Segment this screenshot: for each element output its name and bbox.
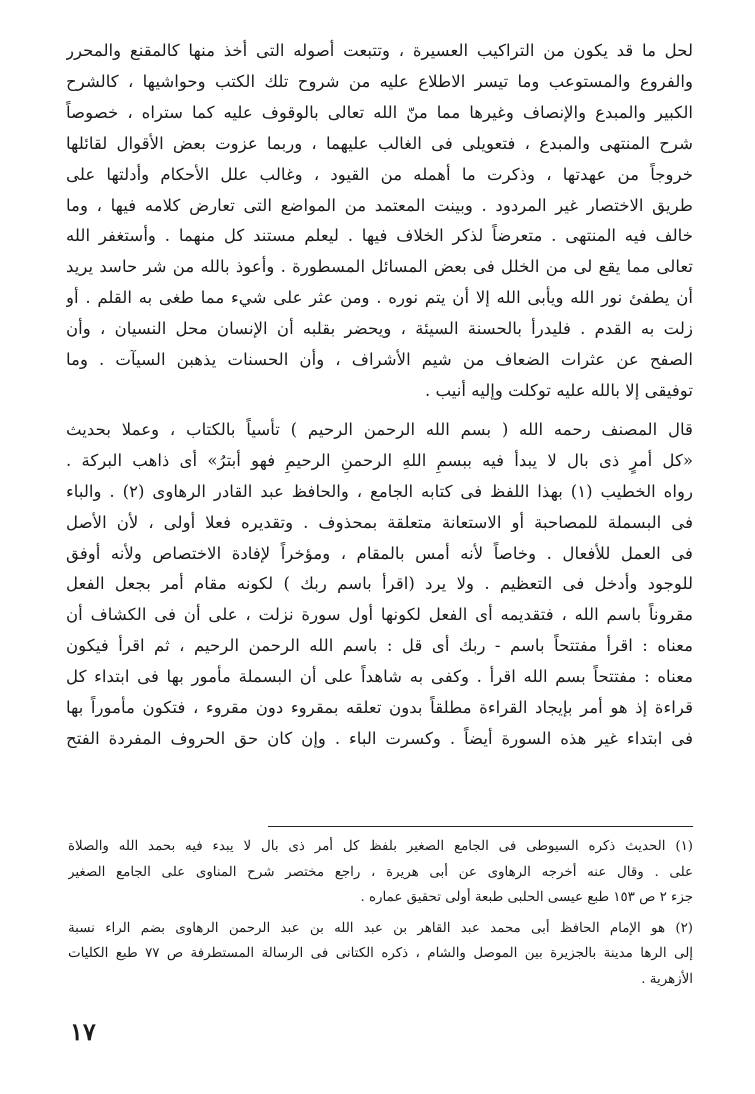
footnote-divider bbox=[268, 826, 693, 827]
footnote-line: الأزهرية . bbox=[641, 971, 693, 987]
footnote-line: إلى الرها مدينة بالجزيرة بين الموصل والشام ، ذكره الكتانى فى الرسالة المستطرفة ص ٧٧ طبع الكليات bbox=[68, 946, 693, 961]
footnote-2 bbox=[68, 916, 693, 993]
footnotes bbox=[68, 834, 693, 997]
text-line: مقروناً باسم الله ، فتقديمه أى الفعل لكونها أول سورة نزلت ، على أن فى الكشاف أن bbox=[66, 605, 693, 625]
text-line: شرح المنتهى والمبدع ، فتعويلى فى الغالب عليهما ، وربما عزوت بعض الأقوال لقائلها bbox=[66, 133, 693, 153]
text-line: أن يطفئ نور الله ويأبى الله إلا أن يتم نوره . ومن عثر على شيء مما طغى به القلم . أو bbox=[66, 288, 693, 308]
footnote-1 bbox=[68, 834, 693, 911]
text-line: فى ابتداء غير هذه السورة أيضاً . وكسرت الباء . وإن كان حق الحروف المفردة الفتح bbox=[66, 728, 693, 748]
text-line: فى البسملة للمصاحبة أو الاستعانة متعلقة بمحذوف . وتقديره فعلا أولى ، لأن الأصل bbox=[66, 512, 693, 532]
footnote-line: (٢) هو الإمام الحافظ أبى محمد عبد القاهر بن عبد الله بن عبد الرحمن الرهاوى بضم الراء نسبة bbox=[68, 920, 693, 936]
text-line: معناه : اقرأ مفتتحاً باسم - ربك أى قل : باسم الله الرحمن الرحيم ، ثم اقرأ فيكون bbox=[66, 636, 693, 656]
text-line: تعالى مما يقع لى من الخلل فى بعض المسائل المسطورة . وأعوذ بالله من شر حاسد يريد bbox=[66, 257, 693, 277]
paragraph-2 bbox=[66, 415, 693, 755]
text-line: الصفح عن عثرات الضعاف من شيم الأشراف ، وأن الحسنات يذهبن السيآت . وما bbox=[66, 350, 693, 370]
text-line: «كل أمرٍ ذى بال لا يبدأ فيه ببسمِ اللهِ الرحمنِ الرحيمِ فهو أبترُ» أى ذاهب البركة . bbox=[66, 450, 693, 470]
text-line: قال المصنف رحمه الله ( بسم الله الرحمن الرحيم ) تأسياً بالكتاب ، وعملا بحديث bbox=[66, 419, 693, 439]
footnote-line: على . وقال عنه أخرجه الرهاوى عن أبى هريرة ، راجع مختصر شرح المناوى على الجامع الصغير bbox=[68, 864, 693, 880]
text-line: رواه الخطيب (١) بهذا اللفظ فى كتابه الجامع ، والحافظ عبد القادر الرهاوى (٢) . والباء bbox=[66, 481, 693, 501]
text-line: والفروع والمستوعب وما تيسر الاطلاع عليه من شروح تلك الكتب وحواشيها ، كالشرح bbox=[66, 71, 693, 91]
text-line: معناه : مفتتحاً بسم الله اقرأ . وكفى به شاهداً على أن البسملة مأمور بها فى ابتداء كل bbox=[66, 667, 693, 687]
text-line: طريق الاختصار غير المردود . وبينت المعتمد من المواضع التى تعارض كلامه فيها ، وما bbox=[66, 195, 693, 215]
text-line: خالف فيه المنتهى . متعرضاً لذكر الخلاف فيها . ليعلم مستند كل منهما . وأستغفر الله bbox=[66, 226, 693, 246]
footnote-line: (١) الحديث ذكره السيوطى فى الجامع الصغير بلفظ كل أمر ذى بال لا يبدء فيه بحمد الله والصلاة bbox=[68, 839, 693, 854]
paragraph-1 bbox=[66, 36, 693, 407]
text-line: توفيقى إلا بالله عليه توكلت وإليه أنيب . bbox=[424, 380, 693, 400]
page-number: ١٧ bbox=[70, 1017, 96, 1046]
text-line: الكبير والمبدع والإنصاف وغيرها مما منّ الله تعالى بالوقوف عليه كما ستراه ، خصوصاً bbox=[66, 102, 693, 122]
text-line: قراءة إذ هو أمر بإيجاد القراءة مطلقاً بدون تعلقه بمقروء دون مقروء ، فتكون مأموراً بها bbox=[66, 698, 693, 718]
text-line: زلت به القدم . فليدرأ بالحسنة السيئة ، ويحضر بقلبه أن الإنسان محل النسيان ، وأن bbox=[66, 319, 693, 339]
text-line: للوجود وأدخل فى التعظيم . ولا يرد (اقرأ باسم ربك ) لكونه مقام أمر بجعل الفعل bbox=[66, 574, 693, 594]
text-line: خروجاً من عهدتها ، وذكرت ما أهمله من القيود ، وغالب علل الأحكام وأدلتها على bbox=[66, 164, 693, 184]
footnote-line: جزء ٢ ص ١٥٣ طبع عيسى الحلبى طبعة أولى تحقيق عماره . bbox=[360, 890, 693, 905]
main-text bbox=[66, 36, 693, 755]
text-line: فى العمل للأفعال . وخاصاً لأنه أمس بالمقام ، ومؤخراً لإفادة الاختصاص ولأنه أوفق bbox=[66, 543, 693, 563]
text-line: لحل ما قد يكون من التراكيب العسيرة ، وتتبعت أصوله التى أخذ منها كالمقنع والمحرر bbox=[66, 41, 693, 60]
